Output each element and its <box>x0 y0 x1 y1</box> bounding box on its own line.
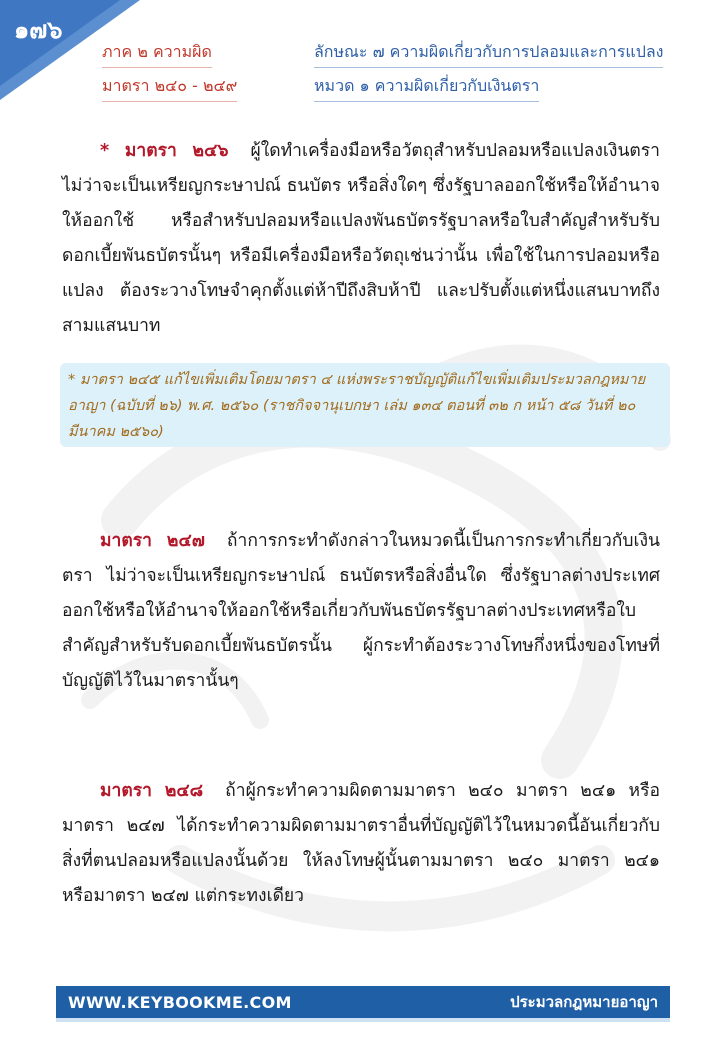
section-246-text <box>62 134 660 344</box>
amendment-note: * มาตรา ๒๔๕ แก้ไขเพิ่มเติมโดยมาตรา ๔ แห่งพระราชบัญญัติแก้ไขเพิ่มเติมประมวลกฎหมายอาญา (ฉบับที่ ๒๖) พ.ศ. ๒๕๖๐ (ราชกิจจานุเบกษา เล่ม ๑๓๔ ตอนที่ ๓๒ ก หน้า ๕๘ วันที่ ๒๐ มีนาคม ๒๕๖๐) <box>60 363 670 447</box>
section-247-body: ถ้าการกระทำดังกล่าวในหมวดนี้เป็นการกระทำเกี่ยวกับเงินตรา ไม่ว่าจะเป็นเหรียญกระษาปณ์ ธนบัตรหรือสิ่งอื่นใด ซึ่งรัฐบาลต่างประเทศออกใช้หรือให้อำนาจให้ออกใช้หรือเกี่ยวกับพันธบัตรรัฐบาลต่างประเทศหรือใบสำคัญสำหรับรับดอกเบี้ยพันธบัตรนั้น ผู้กระทำต้องระวางโทษกึ่งหนึ่งของโทษที่บัญญัติไว้ในมาตรานั้นๆ <box>62 531 660 691</box>
section-246-title: * มาตรา ๒๔๖ <box>100 141 229 161</box>
section-247-title: มาตรา ๒๔๗ <box>100 531 205 551</box>
footer-url-link[interactable]: WWW.KEYBOOKME.COM <box>68 992 292 1012</box>
section-246 <box>62 134 660 344</box>
section-248-body: ถ้าผู้กระทำความผิดตามมาตรา ๒๔๐ มาตรา ๒๔๑ หรือมาตรา ๒๔๗ ได้กระทำความผิดตามมาตราอื่นที่บัญญัติไว้ในหมวดนี้อันเกี่ยวกับสิ่งที่ตนปลอมหรือแปลงนั้นด้วย ให้ลงโทษผู้นั้นตามมาตรา ๒๔๐ มาตรา ๒๔๑ หรือมาตรา ๒๔๗ แต่กระทงเดียว <box>62 781 660 906</box>
section-248 <box>62 774 660 914</box>
header-title-nature: ลักษณะ ๗ ความผิดเกี่ยวกับการปลอมและการแปลง <box>314 40 663 68</box>
section-248-text <box>62 774 660 914</box>
section-248-title: มาตรา ๒๔๘ <box>100 781 204 801</box>
footer-book-title: ประมวลกฎหมายอาญา <box>510 993 658 1011</box>
header-section-range: มาตรา ๒๔๐ - ๒๔๙ <box>102 74 237 102</box>
header-part: ภาค ๒ ความผิด <box>102 40 212 68</box>
header-title-chapter: หมวด ๑ ความผิดเกี่ยวกับเงินตรา <box>314 74 539 102</box>
page-number: ๑๗๖ <box>14 16 63 44</box>
footer-bar <box>56 986 670 1018</box>
section-247-text <box>62 524 660 699</box>
section-247 <box>62 524 660 699</box>
section-246-body: ผู้ใดทำเครื่องมือหรือวัตถุสำหรับปลอมหรือแปลงเงินตรา ไม่ว่าจะเป็นเหรียญกระษาปณ์ ธนบัตร หรือสิ่งใดๆ ซึ่งรัฐบาลออกใช้หรือให้อำนาจให้ออกใช้ หรือสำหรับปลอมหรือแปลงพันธบัตรรัฐบาลหรือใบสำคัญสำหรับรับดอกเบี้ยพันธบัตรนั้นๆ หรือมีเครื่องมือหรือวัตถุเช่นว่านั้น เพื่อใช้ในการปลอมหรือแปลง ต้องระวางโทษจำคุกตั้งแต่ห้าปีถึงสิบห้าปี และปรับตั้งแต่หนึ่งแสนบาทถึงสามแสนบาท <box>62 141 660 336</box>
